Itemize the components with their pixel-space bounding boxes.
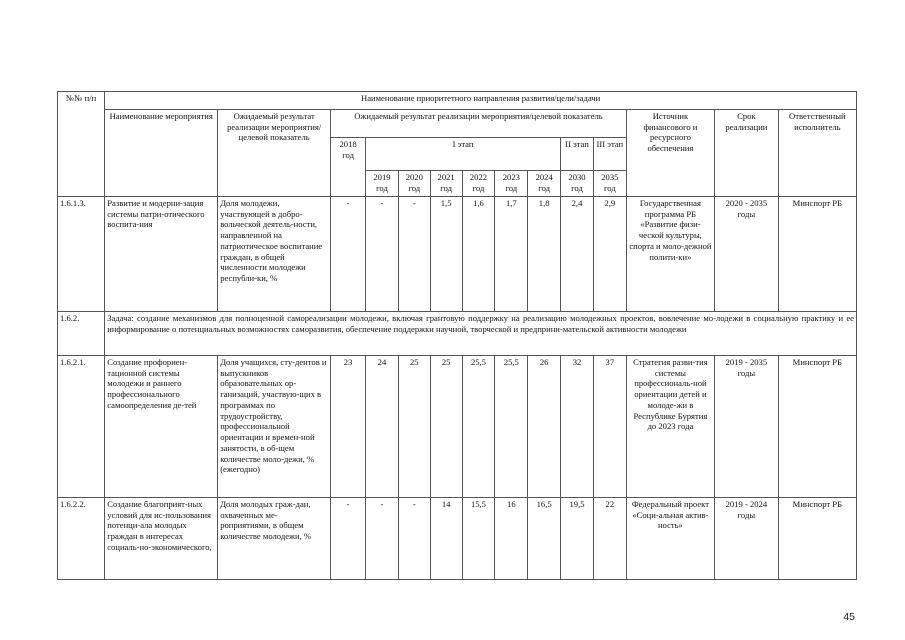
row-name: Создание профориен-тационной системы молодежи и раннего профессионального самоопределения де-тей xyxy=(105,356,218,498)
row-name: Развитие и модерни-зация системы патри-отического воспита-ния xyxy=(105,197,218,312)
row-value: 24 xyxy=(366,356,399,498)
row-responsible: Минспорт РБ xyxy=(778,197,856,312)
row-value: 25 xyxy=(398,356,430,498)
header-term: Срок реализации xyxy=(715,110,779,197)
header-direction: Наименование приоритетного направления развития/цели/задачи xyxy=(105,92,857,110)
header-stage-3: III этап xyxy=(593,138,626,171)
row-value: 25 xyxy=(430,356,462,498)
header-num: №№ п/п xyxy=(58,92,105,197)
program-table xyxy=(57,91,857,580)
row-value: - xyxy=(331,498,366,580)
row-source: Федеральный проект «Соци-альная актив-ность» xyxy=(626,498,714,580)
row-value: 25,5 xyxy=(462,356,495,498)
row-source: Стратегия разви-тия системы профессиональ-ной ориентации детей и молоде-жи в Республике Бурятия до 2023 года xyxy=(626,356,714,498)
row-value: 2,4 xyxy=(561,197,594,312)
header-year: 2023 год xyxy=(495,171,528,197)
row-value: 23 xyxy=(331,356,366,498)
row-value: - xyxy=(366,197,399,312)
row-term: 2019 - 2035 годы xyxy=(715,356,779,498)
page-number: 45 xyxy=(843,611,855,623)
table-row xyxy=(58,498,857,580)
row-value: 16,5 xyxy=(528,498,561,580)
row-value: 25,5 xyxy=(495,356,528,498)
header-responsible: Ответственный исполнитель xyxy=(778,110,856,197)
table-row xyxy=(58,356,857,498)
row-value: 2,9 xyxy=(593,197,626,312)
header-year: 2024 год xyxy=(528,171,561,197)
row-term: 2019 - 2024 годы xyxy=(715,498,779,580)
header-row-1 xyxy=(58,92,857,110)
header-row-2 xyxy=(58,110,857,138)
task-text: Задача: создание механизмов для полноценной самореализации молодежи, включая грантовую поддержку на реализацию молодежных проектов, вовлечение мо-лодежи в социальную практику и ее информирование о потенциальных возможностях саморазвития, обеспечение поддержки научной, творческой и предприни-мательской активности молодежи xyxy=(105,312,857,356)
header-year: 2019 год xyxy=(366,171,399,197)
row-indicator: Доля молодых граж-дан, охваченных ме-роприятиями, в общем количестве молодежи, % xyxy=(218,498,331,580)
row-value: 37 xyxy=(593,356,626,498)
row-value: 15,5 xyxy=(462,498,495,580)
task-num: 1.6.2. xyxy=(58,312,105,356)
header-stage-2: II этап xyxy=(561,138,594,171)
row-value: - xyxy=(366,498,399,580)
header-year: 2035 год xyxy=(593,171,626,197)
row-value: 1,5 xyxy=(430,197,462,312)
row-responsible: Минспорт РБ xyxy=(778,356,856,498)
row-source: Государственная программа РБ «Развитие физи-ческой культуры, спорта и моло-дежной полити-ки» xyxy=(626,197,714,312)
row-value: 14 xyxy=(430,498,462,580)
header-year: 2022 год xyxy=(462,171,495,197)
header-source: Источник финансового и ресурсного обеспечения xyxy=(626,110,714,197)
row-value: 22 xyxy=(593,498,626,580)
row-value: 16 xyxy=(495,498,528,580)
header-year: 2030 год xyxy=(561,171,594,197)
row-value: 1,8 xyxy=(528,197,561,312)
row-indicator: Доля учащихся, сту-дентов и выпускников образовательных ор-ганизаций, участвую-щих в программах по трудоустройству, профессиональной ориентации и времен-ной занятости, в об-щем количестве моло-дежи, % (ежегодно) xyxy=(218,356,331,498)
row-term: 2020 - 2035 годы xyxy=(715,197,779,312)
row-value: - xyxy=(331,197,366,312)
row-value: - xyxy=(398,197,430,312)
header-year: 2020 год xyxy=(398,171,430,197)
row-num: 1.6.2.1. xyxy=(58,356,105,498)
header-event-name: Наименование мероприятия xyxy=(105,110,218,197)
row-responsible: Минспорт РБ xyxy=(778,498,856,580)
row-indicator: Доля молодежи, участвующей в добро-вольческой деятель-ности, направленной на патриотическое воспитание граждан, в общей численности молодежи республи-ки, % xyxy=(218,197,331,312)
table-row xyxy=(58,197,857,312)
row-num: 1.6.2.2. xyxy=(58,498,105,580)
row-value: 1,6 xyxy=(462,197,495,312)
row-value: 26 xyxy=(528,356,561,498)
row-name: Создание благоприят-ных условий для ис-пользования потенци-ала молодых граждан в интересах социаль-но-экономического, xyxy=(105,498,218,580)
row-value: - xyxy=(398,498,430,580)
header-expected-result-group: Ожидаемый результат реализации мероприятия/целевой показатель xyxy=(331,110,627,138)
header-year: 2021 год xyxy=(430,171,462,197)
row-num: 1.6.1.3. xyxy=(58,197,105,312)
row-value: 32 xyxy=(561,356,594,498)
row-value: 1,7 xyxy=(495,197,528,312)
row-value: 19,5 xyxy=(561,498,594,580)
header-stage-1: I этап xyxy=(366,138,561,171)
task-row xyxy=(58,312,857,356)
header-year-2018: 2018 год xyxy=(331,138,366,197)
header-expected-result: Ожидаемый результат реализации мероприятия/целевой показатель xyxy=(218,110,331,197)
